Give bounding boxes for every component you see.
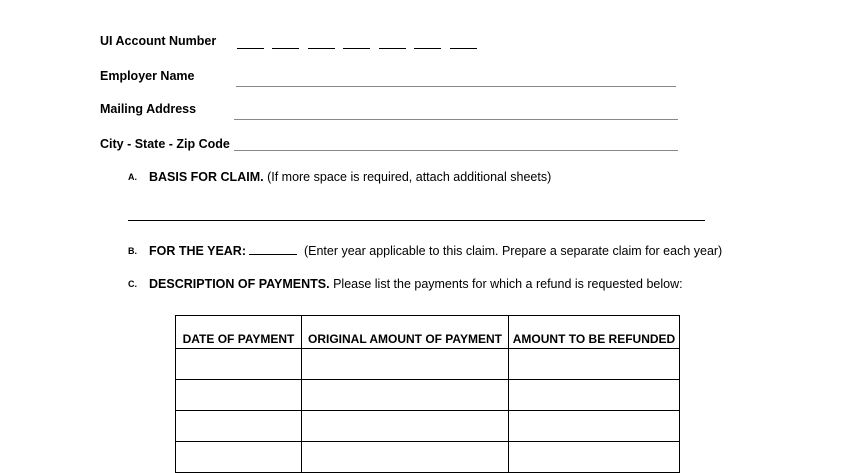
header-original-amount: ORIGINAL AMOUNT OF PAYMENT [302,316,509,349]
original-amount-cell[interactable] [302,349,509,380]
section-c-letter: C. [128,279,137,289]
section-b-letter: B. [128,246,137,256]
refund-amount-cell[interactable] [509,442,680,473]
ui-account-number-label: UI Account Number [100,34,217,48]
date-cell[interactable] [176,442,302,473]
account-digit-blank [343,48,370,49]
account-digit-blank [308,48,335,49]
date-cell[interactable] [176,349,302,380]
refund-amount-cell[interactable] [509,380,680,411]
original-amount-cell[interactable] [302,380,509,411]
basis-for-claim-input[interactable] [128,220,705,221]
city-state-zip-input[interactable] [234,150,678,151]
employer-name-label: Employer Name [100,69,195,83]
account-digit-blank [379,48,406,49]
section-c-text: Please list the payments for which a refund is requested below: [333,277,683,291]
account-digit-blank [237,48,264,49]
section-a-title: BASIS FOR CLAIM. [149,170,264,184]
section-c-title: DESCRIPTION OF PAYMENTS. [149,277,330,291]
date-cell[interactable] [176,380,302,411]
refund-amount-cell[interactable] [509,349,680,380]
date-cell[interactable] [176,411,302,442]
section-a-letter: A. [128,172,137,182]
refund-amount-cell[interactable] [509,411,680,442]
account-digit-blank [272,48,299,49]
employer-name-input[interactable] [236,86,676,87]
original-amount-cell[interactable] [302,411,509,442]
mailing-address-label: Mailing Address [100,102,197,116]
payments-table [175,315,680,473]
year-input[interactable] [249,244,297,255]
table-row [176,411,680,442]
account-digit-blank [450,48,477,49]
original-amount-cell[interactable] [302,442,509,473]
section-a-text: (If more space is required, attach additional sheets) [267,170,552,184]
table-row [176,380,680,411]
account-digit-blank [414,48,441,49]
table-row [176,349,680,380]
table-header-row [176,316,680,349]
city-state-zip-label: City - State - Zip Code [100,137,230,151]
table-row [176,442,680,473]
header-amount-refunded: AMOUNT TO BE REFUNDED [509,316,680,349]
section-b-text: (Enter year applicable to this claim. Prepare a separate claim for each year) [303,244,723,258]
section-b-title: FOR THE YEAR: [149,244,246,258]
header-date-of-payment: DATE OF PAYMENT [176,316,302,349]
mailing-address-input[interactable] [234,119,678,120]
